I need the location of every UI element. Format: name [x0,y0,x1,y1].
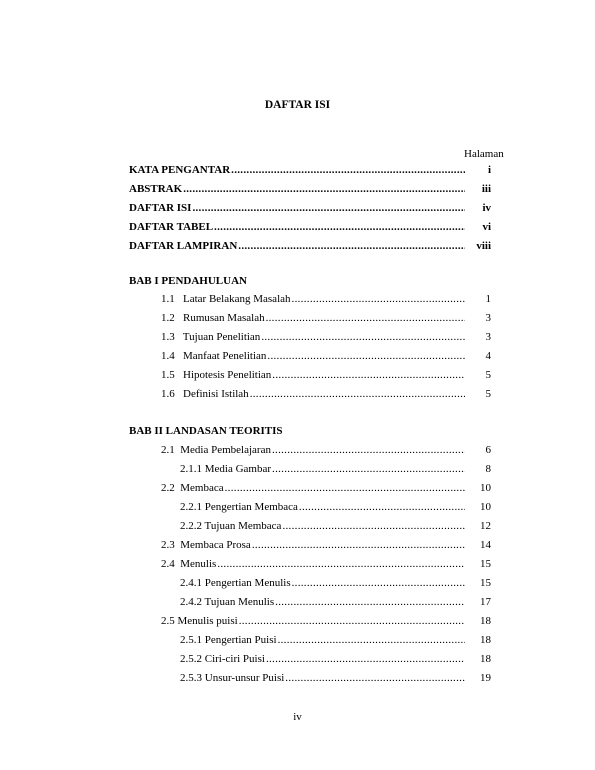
toc-entry-page: 19 [480,672,491,684]
toc-entry-label: 2.5 Menulis puisi [161,615,238,627]
dot-leader [192,201,465,215]
toc-entry-label: 2.3 Membaca Prosa [161,539,251,551]
toc-entry [180,633,465,647]
toc-entry-label: 2.2.2 Tujuan Membaca [180,520,282,532]
dot-leader [266,652,465,666]
toc-entry [180,519,465,533]
dot-leader [267,349,465,363]
toc-entry [161,349,465,363]
toc-entry-page: 4 [485,350,491,362]
toc-entry-page: 14 [480,539,491,551]
toc-entry [129,239,465,253]
toc-entry-page: 3 [485,331,491,343]
dot-leader [239,614,465,628]
toc-entry-label: DAFTAR LAMPIRAN [129,240,238,252]
dot-leader [275,595,465,609]
toc-entry-label: 2.4.1 Pengertian Menulis [180,577,291,589]
toc-entry-page: iii [481,183,491,195]
toc-entry [161,292,465,306]
page-number: iv [293,711,302,723]
toc-entry-label: 2.2 Membaca [161,482,224,494]
toc-entry [180,462,465,476]
toc-entry-page: iv [482,202,491,214]
toc-entry-label: 1.4 Manfaat Penelitian [161,350,267,362]
page-title: DAFTAR ISI [264,99,331,111]
toc-entry-page: 10 [480,501,491,513]
toc-entry [129,163,465,177]
toc-entry [180,671,465,685]
toc-entry-label: ABSTRAK [129,183,183,195]
toc-entry [161,330,465,344]
toc-entry [161,311,465,325]
toc-entry-page: 18 [480,615,491,627]
dot-leader [217,557,465,571]
toc-entry-label: 1.1 Latar Belakang Masalah [161,293,291,305]
toc-entry-label: 2.5.3 Unsur-unsur Puisi [180,672,285,684]
toc-entry-page: 1 [485,293,491,305]
toc-entry [161,387,465,401]
toc-entry-label: 2.1 Media Pembelajaran [161,444,271,456]
toc-entry-label: 2.5.2 Ciri-ciri Puisi [180,653,265,665]
dot-leader [250,387,465,401]
toc-entry-page: 17 [480,596,491,608]
toc-entry-page: 15 [480,577,491,589]
toc-entry [129,220,465,234]
dot-leader [272,443,465,457]
toc-entry-page: 18 [480,634,491,646]
dot-leader [238,239,465,253]
toc-entry-label: 1.2 Rumusan Masalah [161,312,265,324]
toc-entry [180,500,465,514]
toc-entry-label: 2.4.2 Tujuan Menulis [180,596,275,608]
toc-entry-label: 2.4 Menulis [161,558,217,570]
toc-entry-page: 6 [485,444,491,456]
dot-leader [272,462,465,476]
chapter-heading: BAB II LANDASAN TEORITIS [129,425,283,437]
dot-leader [231,163,465,177]
toc-entry [180,652,465,666]
toc-entry [180,595,465,609]
toc-entry-label: 1.6 Definisi Istilah [161,388,249,400]
dot-leader [214,220,465,234]
toc-entry [161,614,465,628]
toc-entry-label: DAFTAR TABEL [129,221,214,233]
toc-entry-page: 5 [485,369,491,381]
dot-leader [261,330,465,344]
toc-entry [161,443,465,457]
toc-entry-page: 18 [480,653,491,665]
toc-entry-label: 1.5 Hipotesis Penelitian [161,369,272,381]
dot-leader [183,182,465,196]
dot-leader [272,368,465,382]
toc-entry-label: 1.3 Tujuan Penelitian [161,331,261,343]
toc-entry-page: viii [476,240,491,252]
dot-leader [278,633,465,647]
dot-leader [292,576,465,590]
dot-leader [282,519,465,533]
toc-entry-page: vi [482,221,491,233]
toc-entry-label: DAFTAR ISI [129,202,192,214]
toc-entry [129,182,465,196]
toc-entry [180,576,465,590]
dot-leader [266,311,465,325]
toc-entry-page: 8 [485,463,491,475]
toc-entry [161,368,465,382]
toc-entry-page: 10 [480,482,491,494]
toc-entry [161,481,465,495]
toc-entry-page: 3 [485,312,491,324]
toc-entry-label: 2.1.1 Media Gambar [180,463,272,475]
toc-entry-label: 2.5.1 Pengertian Puisi [180,634,277,646]
dot-leader [299,500,465,514]
toc-entry [129,201,465,215]
dot-leader [252,538,465,552]
page-column-heading: Halaman [464,148,504,160]
dot-leader [285,671,465,685]
chapter-heading: BAB I PENDAHULUAN [129,275,247,287]
toc-entry-label: KATA PENGANTAR [129,164,231,176]
dot-leader [292,292,465,306]
toc-entry-page: i [487,164,491,176]
toc-entry-page: 15 [480,558,491,570]
toc-entry [161,557,465,571]
toc-entry-label: 2.2.1 Pengertian Membaca [180,501,298,513]
toc-entry [161,538,465,552]
toc-entry-page: 12 [480,520,491,532]
dot-leader [225,481,465,495]
toc-entry-page: 5 [485,388,491,400]
